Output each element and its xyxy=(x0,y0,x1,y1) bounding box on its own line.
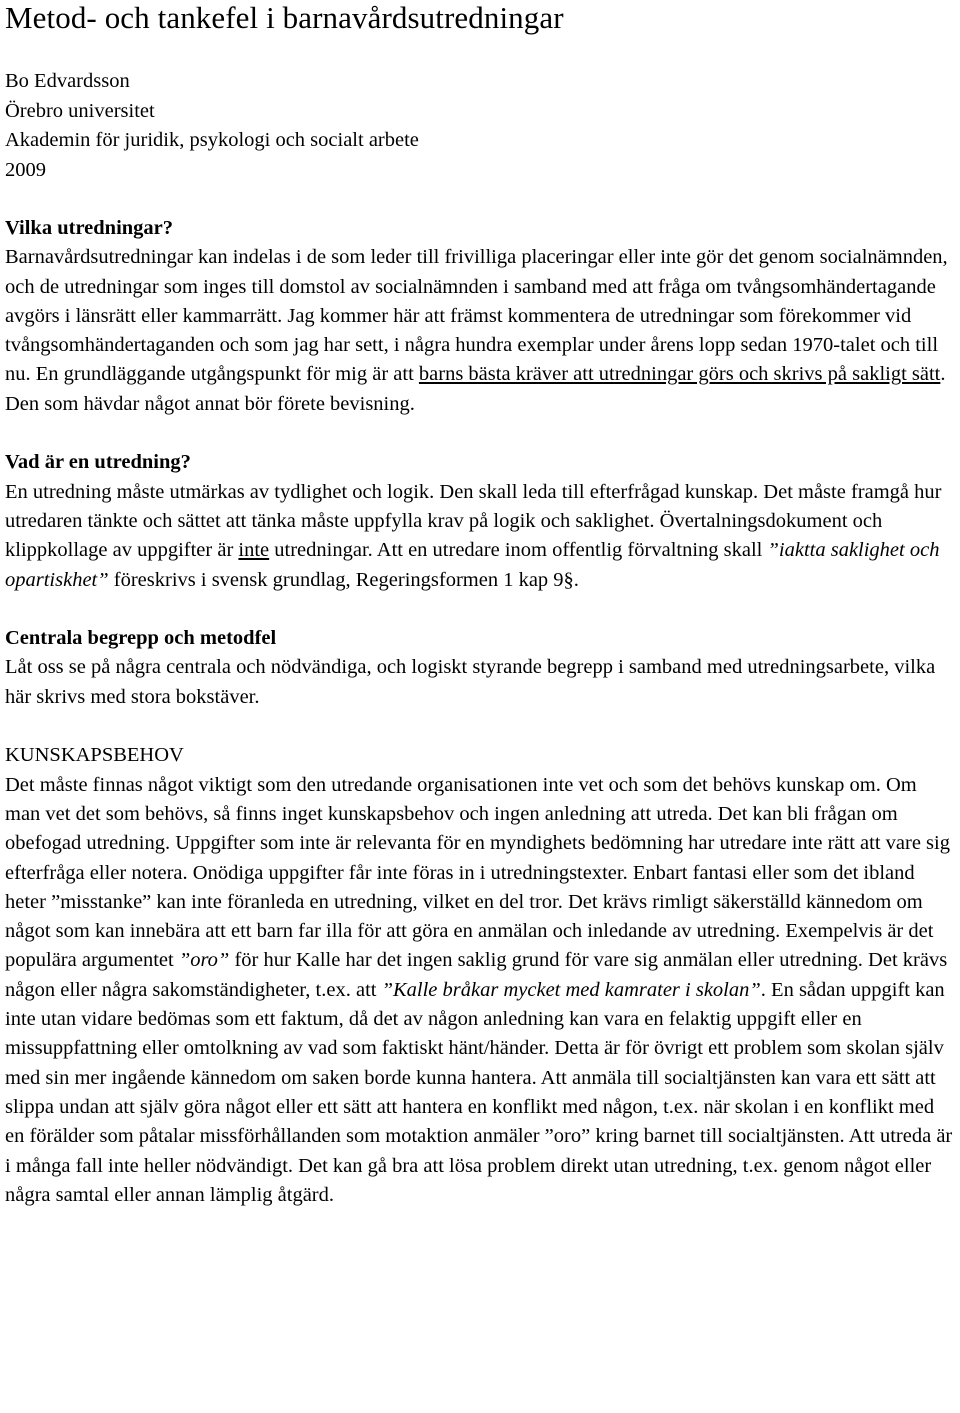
text-run: Barnavårdsutredningar kan indelas i de som leder till frivilliga placeringar eller inte gör det genom socialnämnden, och de utredningar som inges till domstol av socialnämnden i samband med att fråga om tvångsomhändertagande avgörs i länsrätt eller kammarrätt. Jag kommer här att främst kommentera de utredningar som förekommer vid tvångsomhändertaganden och som jag har sett, i några hundra exemplar under årens lopp sedan 1970-talet och till nu. En grundläggande utgångspunkt för mig är att xyxy=(5,246,948,386)
underlined-text: barns bästa kräver att utredningar görs och skrivs på sakligt sätt xyxy=(418,363,941,386)
section-paragraph-kunskapsbehov xyxy=(5,771,957,1210)
italic-quote: ”Kalle bråkar mycket med kamrater i skolan” xyxy=(381,978,761,1001)
paragraph-gap xyxy=(5,712,957,741)
section-heading-vad-ar-en-utredning: Vad är en utredning? xyxy=(5,451,191,474)
paragraph-gap xyxy=(5,419,957,448)
text-run: . Den som hävdar något annat bör förete bevisning. xyxy=(5,363,946,415)
text-run: för hur Kalle har det ingen saklig grund för vare sig anmälan eller utredning. Det krävs någon eller några sakomständigheter, t.ex. att xyxy=(5,949,948,1001)
italic-quote: ”oro” xyxy=(178,949,230,972)
text-run: Det måste finnas något viktigt som den utredande organisationen inte vet och som det behövs kunskap om. Om man vet det som behövs, så finns inget kunskapsbehov och ingen anledning att utreda. Det kan bli frågan om obefogad utredning. Uppgifter som inte är relevanta för en myndighets bedömning har utredare inte rätt att vare sig efterfråga eller notera. Onödiga uppgifter får inte föras in i utredningstexter. Enbart fantasi eller som det ibland heter ”misstanke” kan inte föranleda en utredning, vilket en del tror. Det krävs rimligt säkerställd kännedom om något som kan innebära att ett barn far illa för att göra en anmälan och inledande av utredning. Exempelvis är det populära argumentet xyxy=(5,773,950,972)
academy-name: Akademin för juridik, psykologi och socialt arbete xyxy=(5,129,419,151)
section-paragraph-vilka-utredningar xyxy=(5,243,957,419)
section-heading-vilka-utredningar: Vilka utredningar? xyxy=(5,217,174,239)
university-name: Örebro universitet xyxy=(5,99,155,122)
document-body xyxy=(5,214,957,1210)
text-run: . En sådan uppgift kan inte utan vidare bedömas som ett faktum, då det av någon anledning kan vara en felaktig uppgift eller en missuppfattning eller omtolkning av vad som faktiskt hänt/händer. Detta är för övrigt ett problem som skolan själv med sin mer ingående kännedom om saken borde kunna hantera. Att anmäla till socialtjänsten kan vara ett sätt att slippa undan att själv göra något eller ett sätt att hantera en konflikt med någon, t.ex. när skolan i en konflikt med en förälder som påtalar missförhållanden som motaktion anmäler ”oro” kring barnet till socialtjänsten. Att utreda är i många fall inte heller nödvändigt. Det kan gå bra att lösa problem direkt utan utredning, t.ex. genom något eller några samtal eller annan lämplig åtgärd. xyxy=(5,978,953,1206)
section-heading-kunskapsbehov: KUNSKAPSBEHOV xyxy=(5,744,184,767)
publication-year: 2009 xyxy=(5,158,46,181)
italic-quote: ”iaktta saklighet och opartiskhet” xyxy=(5,539,940,591)
section-paragraph-centrala-begrepp: Låt oss se på några centrala och nödvändiga, och logiskt styrande begrepp i samband med utredningsarbete, vilka här skrivs med stora bokstäver. xyxy=(5,656,936,708)
text-run: föreskrivs i svensk grundlag, Regeringsformen 1 kap 9§. xyxy=(108,568,579,591)
document-meta xyxy=(5,67,419,185)
underlined-text: inte xyxy=(238,539,270,562)
document-title: Metod- och tankefel i barnavårdsutredningar xyxy=(5,0,564,35)
section-paragraph-vad-ar-en-utredning xyxy=(5,478,957,595)
section-heading-centrala-begrepp: Centrala begrepp och metodfel xyxy=(5,627,277,650)
author-name: Bo Edvardsson xyxy=(5,70,130,92)
text-run: En utredning måste utmärkas av tydlighet och logik. Den skall leda till efterfrågad kunskap. Det måste framgå hur utredaren tänkte och sättet att tänka måste uppfylla krav på logik och saklighet. Övertalningsdokument och klippkollage av uppgifter är xyxy=(5,480,942,562)
text-run: utredningar. Att en utredare inom offentlig förvaltning skall xyxy=(269,539,768,562)
paragraph-gap xyxy=(5,595,957,624)
